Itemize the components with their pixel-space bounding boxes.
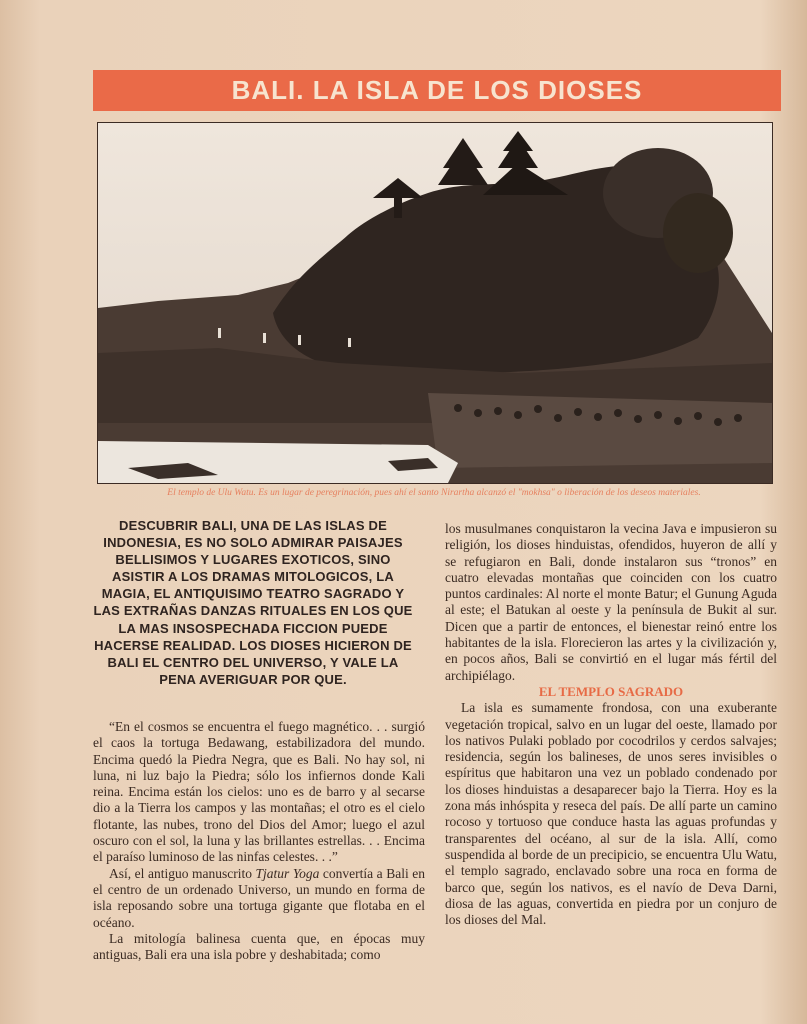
section-heading: EL TEMPLO SAGRADO	[538, 683, 684, 699]
paragraph: La isla es sumamente frondosa, con una exuberante vegetación tropical, salvo en un lugar del oeste, llamado por los nativos Pulaki poblado por cocodrilos y cerdos salvajes; residencia, según los balineses, de unos seres invisibles o espíritus que habitaron una vez un poblado condenado por los dioses hinduistas a desaparecer bajo la Tierra. Hoy es la zona más inhóspita y reseca del país. De allí parte un camino rocoso y tortuoso que conduce hasta las aguas profundas y transparentes del océano, al sur de la isla. Allí, como suspendida al borde de un precipicio, se encuentra Ulu Watu, el templo sagrado, enclavado sobre una roca en forma de barco que, según los nativos, es el navío de Deva Darni, diosa de las aguas, convertida en piedra por un conjuro de los dioses del Mal.	[445, 700, 777, 928]
paragraph: Así, el antiguo manuscrito Tjatur Yoga convertía a Bali en el centro de un ordenado Universo, un mundo en forma de isla reposando sobre una tortuga gigante que flotaba en el océano.	[93, 865, 425, 930]
paragraph: los musulmanes conquistaron la vecina Java e impusieron su religión, los dioses hinduistas, ofendidos, huyeron de allí y se refugiaron en Bali, donde instalaron sus “tronos” en cuatro elevadas montañas que coinciden con los cuatro puntos cardinales: Al norte el monte Batur; el Gunung Aguda al este; el Batukan al oeste y la península de Bukit al sur. Dicen que a partir de entonces, el bienestar reinó entre los habitantes de la isla. Florecieron las artes y la civilización y, en pocos años, Bali se convirtió en el lugar más fértil del archipiélago.	[445, 521, 777, 683]
title-banner	[93, 70, 781, 111]
paragraph: La mitología balinesa cuenta que, en épocas muy antiguas, Bali era una isla pobre y deshabitada; como	[93, 930, 425, 963]
article-column-right	[445, 521, 777, 928]
temple-photo-illustration	[98, 123, 772, 483]
temple-photo	[97, 122, 773, 484]
paragraph: “En el cosmos se encuentra el fuego magnético. . . surgió el caos la tortuga Bedawang, estabilizadora del mundo. Encima quedó la Piedra Negra, que es Bali. No hay sol, ni luna, ni luz bajo la Piedra; sólo los infiernos donde Kali reina. Encima están los cielos: uno es de barro y al secarse dio a la Tierra los campos y las montañas; el otro es el cielo flotante, las nubes, trono del Dios del Amor; luego el azul oscuro con el sol, la luna y las brillantes estrellas. . . Encima el paraíso luminoso de las ninfas celestes. . .”	[93, 719, 425, 865]
photo-caption: El templo de Ulu Watu. Es un lugar de peregrinación, pues ahí el santo Nirartha alcanzó el "mokhsa" o liberación de los deseos materiales.	[167, 488, 701, 498]
intro-lead: DESCUBRIR BALI, UNA DE LAS ISLAS DE INDONESIA, ES NO SOLO ADMIRAR PAISAJES BELLISIMOS Y LUGARES EXOTICOS, SINO ASISTIR A LOS DRAMAS MITOLOGICOS, LA MAGIA, EL ANTIQUISIMO TEATRO SAGRADO Y LAS EXTRAÑAS DANZAS RITUALES EN LOS QUE LA MAS INSOSPECHADA FICCION PUEDE HACERSE REALIDAD. LOS DIOSES HICIERON DE BALI EL CENTRO DEL UNIVERSO, Y VALE LA PENA AVERIGUAR POR QUE.	[93, 518, 413, 687]
manuscript-title: Tjatur Yoga	[255, 865, 320, 881]
article-column-left	[93, 719, 425, 963]
article-title: BALI. LA ISLA DE LOS DIOSES	[231, 75, 643, 105]
